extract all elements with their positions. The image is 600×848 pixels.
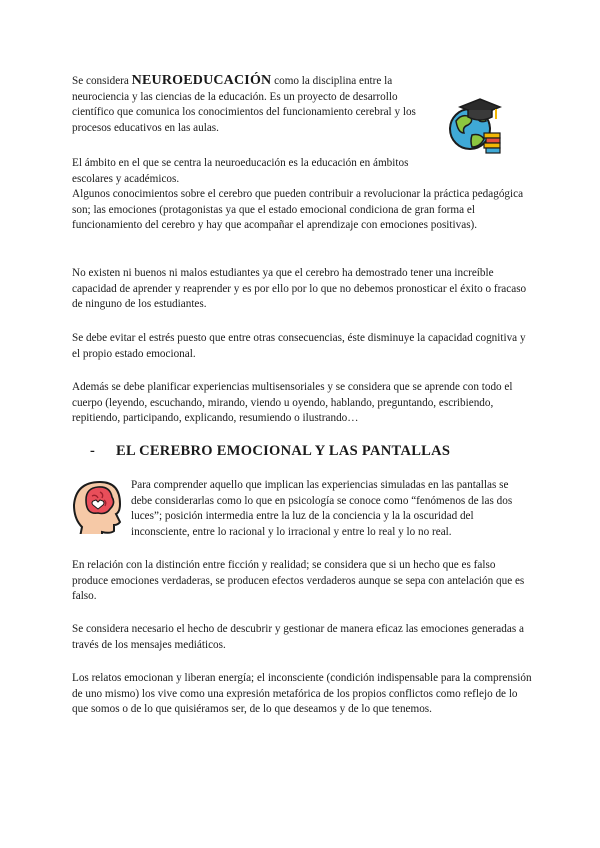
- fiction-reality-paragraph: En relación con la distinción entre ficción y realidad; se considera que si un hecho que es falso produce emociones verdaderas, se producen efectos verdaderos aunque se sepa con antelación que es falso.: [72, 559, 525, 603]
- screens-paragraph: Para comprender aquello que implican las experiencias simuladas en las pantallas se debe considerarlas como lo que en psicología se conoce como “fenómenos de las dos luces”; posición intermedia entre la luz de la conciencia y la la oscuridad del inconsciente, entre lo racional y lo irracional y entre lo real y lo no real.: [131, 479, 513, 538]
- section-heading: [90, 443, 450, 460]
- multisensory-paragraph: Además se debe planificar experiencias multisensoriales y se considera que se aprende con todo el cuerpo (leyendo, escuchando, mirando, viendo u oyendo, hablando, preguntando, escribiendo, repitiendo, participando, explicando, resumiendo o ilustrando…: [72, 381, 513, 425]
- students-paragraph: No existen ni buenos ni malos estudiantes ya que el cerebro ha demostrado tener una increíble capacidad de aprender y reaprender y es por ello por lo que no debemos pronosticar el éxito o fracaso de ninguno de los estudiantes.: [72, 267, 527, 311]
- intro-paragraph: [72, 73, 432, 136]
- heading-title: EL CEREBRO EMOCIONAL Y LAS PANTALLAS: [116, 443, 451, 459]
- scope-paragraph: El ámbito en el que se centra la neuroeducación es la educación en ámbitos escolares y académicos.: [72, 157, 409, 185]
- stories-paragraph: Los relatos emocionan y liberan energía; el inconsciente (condición indispensable para la comprensión de uno mismo) los vive como una expresión metafórica de los propios conflictos como reflejo de lo que somos o de lo que quisiéramos ser, de lo que deseamos y de lo que tenemos.: [72, 672, 532, 716]
- globe-graduation-icon: [446, 97, 502, 155]
- knowledge-paragraph: Algunos conocimientos sobre el cerebro que pueden contribuir a revolucionar la práctica pedagógica son; las emociones (protagonistas ya que el estado emocional condiciona de gran forma el funcionamiento del cerebro y hay que acompañar el aprendizaje con emociones positivas).: [72, 188, 524, 232]
- heading-bullet: -: [90, 443, 96, 459]
- intro-prefix: Se considera: [72, 75, 132, 87]
- media-emotions-paragraph: Se considera necesario el hecho de descubrir y gestionar de manera eficaz las emociones generadas a través de los mensajes mediáticos.: [72, 623, 524, 651]
- emotional-brain-head-icon: [72, 478, 124, 534]
- intro-keyword: NEUROEDUCACIÓN: [131, 73, 272, 88]
- stress-paragraph: Se debe evitar el estrés puesto que entre otras consecuencias, éste disminuye la capacidad cognitiva y el propio estado emocional.: [72, 332, 526, 360]
- intro-rest: como la disciplina entre la neurociencia y las ciencias de la educación. Es un proyecto de desarrollo científico que comunica los conocimientos del funcionamiento cerebral y los procesos educativos en las aulas.: [72, 75, 416, 134]
